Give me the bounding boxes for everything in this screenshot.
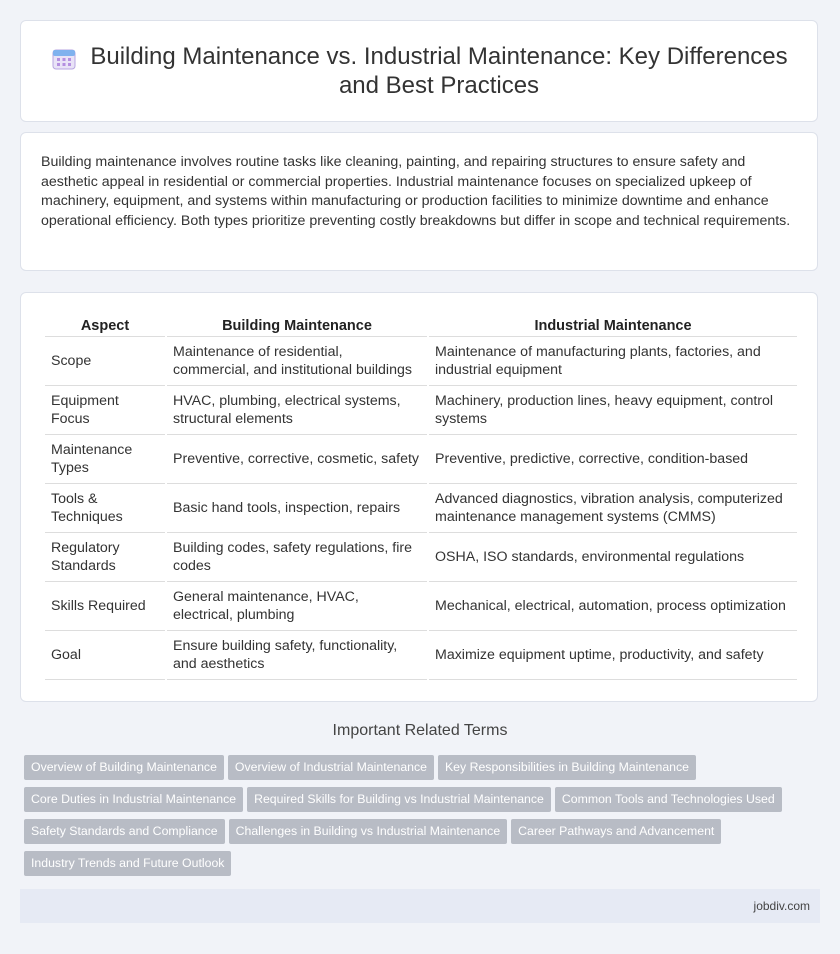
comparison-table bbox=[43, 313, 799, 680]
table-row bbox=[45, 631, 797, 680]
related-term-tag[interactable]: Challenges in Building vs Industrial Maintenance bbox=[229, 819, 508, 844]
table-cell: Ensure building safety, functionality, and aesthetics bbox=[167, 631, 427, 680]
related-term-tag[interactable]: Required Skills for Building vs Industrial Maintenance bbox=[247, 787, 551, 812]
table-cell: General maintenance, HVAC, electrical, plumbing bbox=[167, 582, 427, 631]
table-cell: Equipment Focus bbox=[45, 386, 165, 435]
table-row bbox=[45, 386, 797, 435]
table-cell: Maintenance of residential, commercial, and institutional buildings bbox=[167, 337, 427, 386]
table-cell: OSHA, ISO standards, environmental regulations bbox=[429, 533, 797, 582]
footer bbox=[20, 889, 820, 923]
column-header: Aspect bbox=[45, 313, 165, 337]
related-term-tag[interactable]: Industry Trends and Future Outlook bbox=[24, 851, 231, 876]
table-cell: Goal bbox=[45, 631, 165, 680]
table-row bbox=[45, 484, 797, 533]
table-cell: Tools & Techniques bbox=[45, 484, 165, 533]
calendar-icon bbox=[51, 47, 77, 71]
table-cell: Building codes, safety regulations, fire codes bbox=[167, 533, 427, 582]
table-cell: Mechanical, electrical, automation, process optimization bbox=[429, 582, 797, 631]
intro-card bbox=[20, 132, 818, 271]
table-cell: Basic hand tools, inspection, repairs bbox=[167, 484, 427, 533]
table-row bbox=[45, 435, 797, 484]
table-cell: Preventive, predictive, corrective, condition-based bbox=[429, 435, 797, 484]
related-term-tag[interactable]: Common Tools and Technologies Used bbox=[555, 787, 782, 812]
table-cell: Skills Required bbox=[45, 582, 165, 631]
related-terms-title: Important Related Terms bbox=[332, 722, 508, 739]
table-cell: Machinery, production lines, heavy equipment, control systems bbox=[429, 386, 797, 435]
table-row bbox=[45, 533, 797, 582]
table-row bbox=[45, 337, 797, 386]
footer-site-link[interactable]: jobdiv.com bbox=[753, 899, 810, 913]
intro-text: Building maintenance involves routine tasks like cleaning, painting, and repairing structures to ensure safety and aesthetic appeal in residential or commercial properties. Industrial maintenance focuses on specialized upkeep of machinery, equipment, and systems within manufacturing or production facilities to minimize downtime and enhance operational efficiency. Both types prioritize preventing costly breakdowns but differ in scope and technical requirements. bbox=[41, 154, 791, 229]
column-header: Industrial Maintenance bbox=[429, 313, 797, 337]
table-cell: Advanced diagnostics, vibration analysis, computerized maintenance management systems (CMMS) bbox=[429, 484, 797, 533]
table-cell: Maintenance Types bbox=[45, 435, 165, 484]
related-terms-list bbox=[24, 755, 814, 883]
column-header: Building Maintenance bbox=[167, 313, 427, 337]
table-row bbox=[45, 582, 797, 631]
comparison-card bbox=[20, 292, 818, 702]
table-cell: HVAC, plumbing, electrical systems, structural elements bbox=[167, 386, 427, 435]
page-title: Building Maintenance vs. Industrial Maintenance: Key Differences and Best Practices bbox=[90, 43, 788, 99]
table-cell: Scope bbox=[45, 337, 165, 386]
related-term-tag[interactable]: Overview of Industrial Maintenance bbox=[228, 755, 434, 780]
related-term-tag[interactable]: Safety Standards and Compliance bbox=[24, 819, 225, 844]
table-cell: Maximize equipment uptime, productivity, and safety bbox=[429, 631, 797, 680]
table-header-row bbox=[45, 313, 797, 337]
related-term-tag[interactable]: Core Duties in Industrial Maintenance bbox=[24, 787, 243, 812]
table-cell: Preventive, corrective, cosmetic, safety bbox=[167, 435, 427, 484]
table-cell: Regulatory Standards bbox=[45, 533, 165, 582]
header-card bbox=[20, 20, 818, 122]
related-term-tag[interactable]: Overview of Building Maintenance bbox=[24, 755, 224, 780]
related-term-tag[interactable]: Key Responsibilities in Building Maintenance bbox=[438, 755, 696, 780]
table-cell: Maintenance of manufacturing plants, factories, and industrial equipment bbox=[429, 337, 797, 386]
related-term-tag[interactable]: Career Pathways and Advancement bbox=[511, 819, 721, 844]
